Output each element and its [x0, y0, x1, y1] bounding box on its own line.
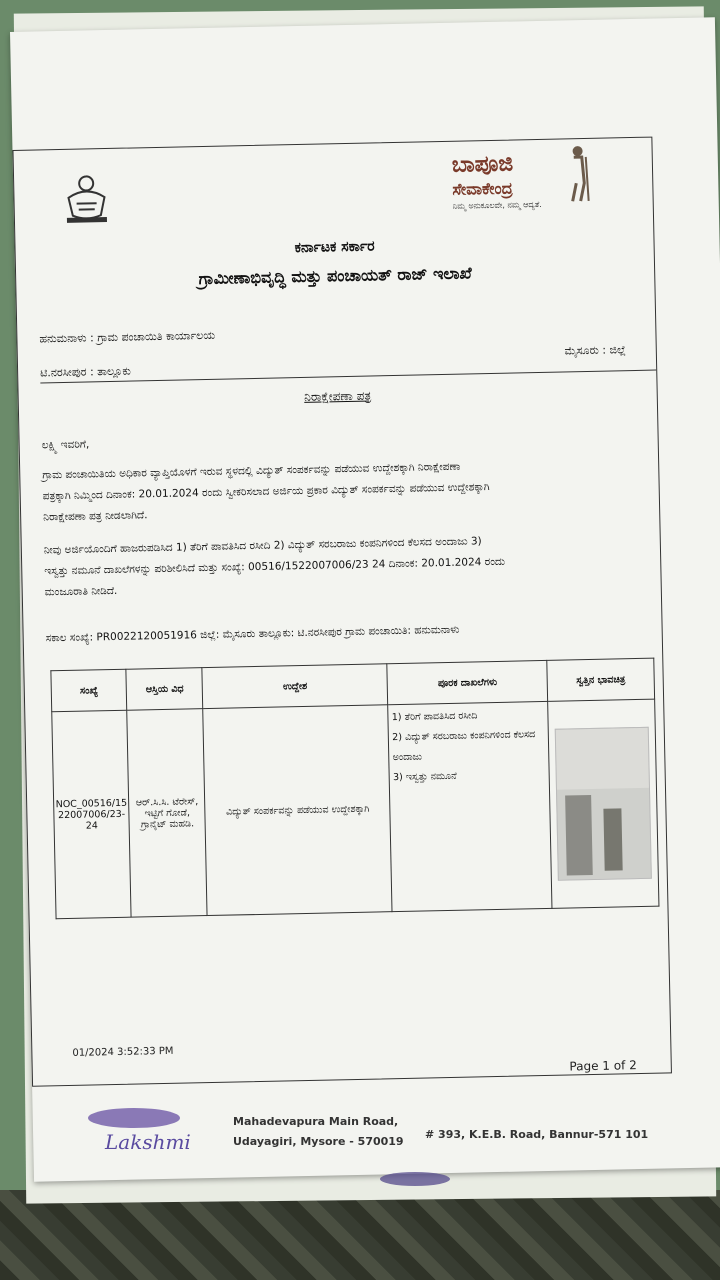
- ink-stamp-mark: [380, 1172, 450, 1186]
- col-supporting-docs: ಪೂರಕ ದಾಖಲೆಗಳು: [387, 660, 548, 704]
- state-emblem-icon: [56, 167, 117, 228]
- bapuji-seva-kendra-logo: [451, 143, 592, 216]
- paragraph-2-line-3: ಮಂಜೂರಾತಿ ನೀಡಿದೆ.: [44, 584, 118, 599]
- col-property-type: ಆಸ್ತಿಯ ವಿಧ: [126, 668, 203, 711]
- doc-item: 1) ತೆರಿಗೆ ಪಾವತಿಸಿದ ರಸೀದಿ: [391, 710, 478, 724]
- property-photo-cell: [548, 699, 659, 908]
- logo-subtitle: ಸೇವಾಕೇಂದ್ರ: [452, 178, 513, 199]
- taluk-name: ಟಿ.ನರಸೀಪುರ : ತಾಲ್ಲೂಕು: [40, 364, 131, 380]
- noc-number: NOC_00516/1522007006/23-24: [52, 710, 132, 919]
- paragraph-1-line-3: ನಿರಾಕ್ಷೇಪಣಾ ಪತ್ರ ನೀಡಲಾಗಿದೆ.: [43, 509, 148, 524]
- department-title: ಗ್ರಾಮೀಣಾಭಿವೃದ್ಧಿ ಮತ್ತು ಪಂಚಾಯತ್ ರಾಜ್ ಇಲಾಖೆ: [198, 263, 472, 289]
- paragraph-1-line-1: ಗ್ರಾಮ ಪಂಚಾಯಿತಿಯ ಅಧಿಕಾರ ವ್ಯಾಪ್ತಿಯೊಳಗೆ ಇರುವ ಸ್ಥಳದಲ್ಲಿ ವಿದ್ಯುತ್ ಸಂಪರ್ಕವನ್ನು ಪಡೆಯುವ ಉದ್ದೇಶಕ್ಕಾಗಿ ನಿರಾಕ್ಷೇಪಣಾ: [42, 460, 461, 482]
- fabric-background: [0, 1190, 720, 1280]
- noc-table: [50, 658, 659, 920]
- supporting-docs: [388, 701, 552, 911]
- salutation: ಲಕ್ಷ್ಮಿ ಇವರಿಗೆ,: [41, 438, 90, 452]
- handwritten-signature: Lakshmi: [105, 1130, 191, 1154]
- doc-item: 2) ವಿದ್ಯುತ್ ಸರಬರಾಜು ಕಂಪನಿಗಳಿಂದ ಕೆಲಸದ ಅಂದಾಜು: [392, 729, 536, 764]
- stamp-address-line-1: Mahadevapura Main Road,: [233, 1115, 399, 1128]
- col-purpose: ಉದ್ದೇಶ: [202, 664, 388, 709]
- office-name: ಹನುಮನಾಳು : ಗ್ರಾಮ ಪಂಚಾಯಿತಿ ಕಾರ್ಯಾಲಯ: [39, 328, 216, 346]
- property-type: ಆರ್.ಸಿ.ಸಿ. ಟೆರೇಸ್, ಇಟ್ಟಿಗೆ ಗೋಡೆ, ಗ್ರಾನೈಟ್ ಮಹಡಿ.: [127, 709, 207, 918]
- col-property-photo: ಸ್ವತ್ತಿನ ಭಾವಚಿತ್ರ: [547, 658, 655, 701]
- doc-item: 3) ಇಸ್ವತ್ತು ನಮೂನೆ: [392, 770, 457, 784]
- document-page: [10, 17, 720, 1182]
- print-timestamp: 01/2024 3:52:33 PM: [72, 1045, 174, 1059]
- document-frame: [12, 137, 671, 1087]
- logo-tagline: ನಿಮ್ಮ ಅನುಕೂಲವೇ, ನಮ್ಮ ಆದ್ಯತೆ.: [452, 199, 542, 211]
- ink-stamp-mark: [88, 1108, 180, 1128]
- table-row: [52, 699, 659, 919]
- paragraph-1-line-2: ಪತ್ರಕ್ಕಾಗಿ ನಿಮ್ಮಿಂದ ದಿನಾಂಕ: 20.01.2024 ರಂದು ಸ್ವೀಕರಿಸಲಾದ ಅರ್ಜಿಯ ಪ್ರಕಾರ ವಿದ್ಯುತ್ ಸಂಪರ್ಕವನ್ನು ಪಡೆಯುವ ಉದ್ದೇಶಕ್ಕಾಗಿ: [42, 481, 490, 503]
- stamp-address-line-2: Udayagiri, Mysore - 570019: [233, 1135, 404, 1148]
- gandhi-figure-icon: [561, 143, 592, 204]
- paragraph-2-line-1: ನೀವು ಅರ್ಜಿಯೊಂದಿಗೆ ಹಾಜರುಪಡಿಸಿದ 1) ತೆರಿಗೆ ಪಾವತಿಸಿದ ರಸೀದಿ 2) ವಿದ್ಯುತ್ ಸರಬರಾಜು ಕಂಪನಿಗಳಿಂದ ಕೆಲಸದ ಅಂದಾಜು 3): [43, 535, 482, 557]
- government-title: ಕರ್ನಾಟಕ ಸರ್ಕಾರ: [294, 238, 375, 257]
- district-name: ಮೈಸೂರು : ಜಿಲ್ಲೆ: [564, 343, 626, 358]
- subject-title: ನಿರಾಕ್ಷೇಪಣಾ ಪತ್ರ: [304, 388, 372, 404]
- purpose: ವಿದ್ಯುತ್ ಸಂಪರ್ಕವನ್ನು ಪಡೆಯುವ ಉದ್ದೇಶಕ್ಕಾಗಿ: [203, 705, 392, 916]
- col-number: ಸಂಖ್ಯೆ: [51, 669, 127, 712]
- stamp-address-line-3: # 393, K.E.B. Road, Bannur-571 101: [425, 1128, 649, 1141]
- logo-title: ಬಾಪೂಜಿ: [451, 150, 514, 178]
- page-number: Page 1 of 2: [569, 1058, 637, 1074]
- property-photo: [555, 727, 652, 881]
- header-divider: [40, 370, 656, 384]
- sakala-number: ಸಕಾಲ ಸಂಖ್ಯೆ: PR0022120051916 ಜಿಲ್ಲೆ: ಮೈಸೂರು ತಾಲ್ಲೂಕು: ಟಿ.ನರಸೀಪುರ ಗ್ರಾಮ ಪಂಚಾಯಿತಿ: ಹನುಮನಾಳು: [45, 623, 460, 645]
- paragraph-2-line-2: ಇಸ್ವತ್ತು ನಮೂನೆ ದಾಖಲೆಗಳನ್ನು ಪರಿಶೀಲಿಸಿದೆ ಮತ್ತು ಸಂಖ್ಯೆ: 00516/1522007006/23 24 ದಿನಾಂಕ: 20.01.2024 ರಂದು: [44, 555, 506, 578]
